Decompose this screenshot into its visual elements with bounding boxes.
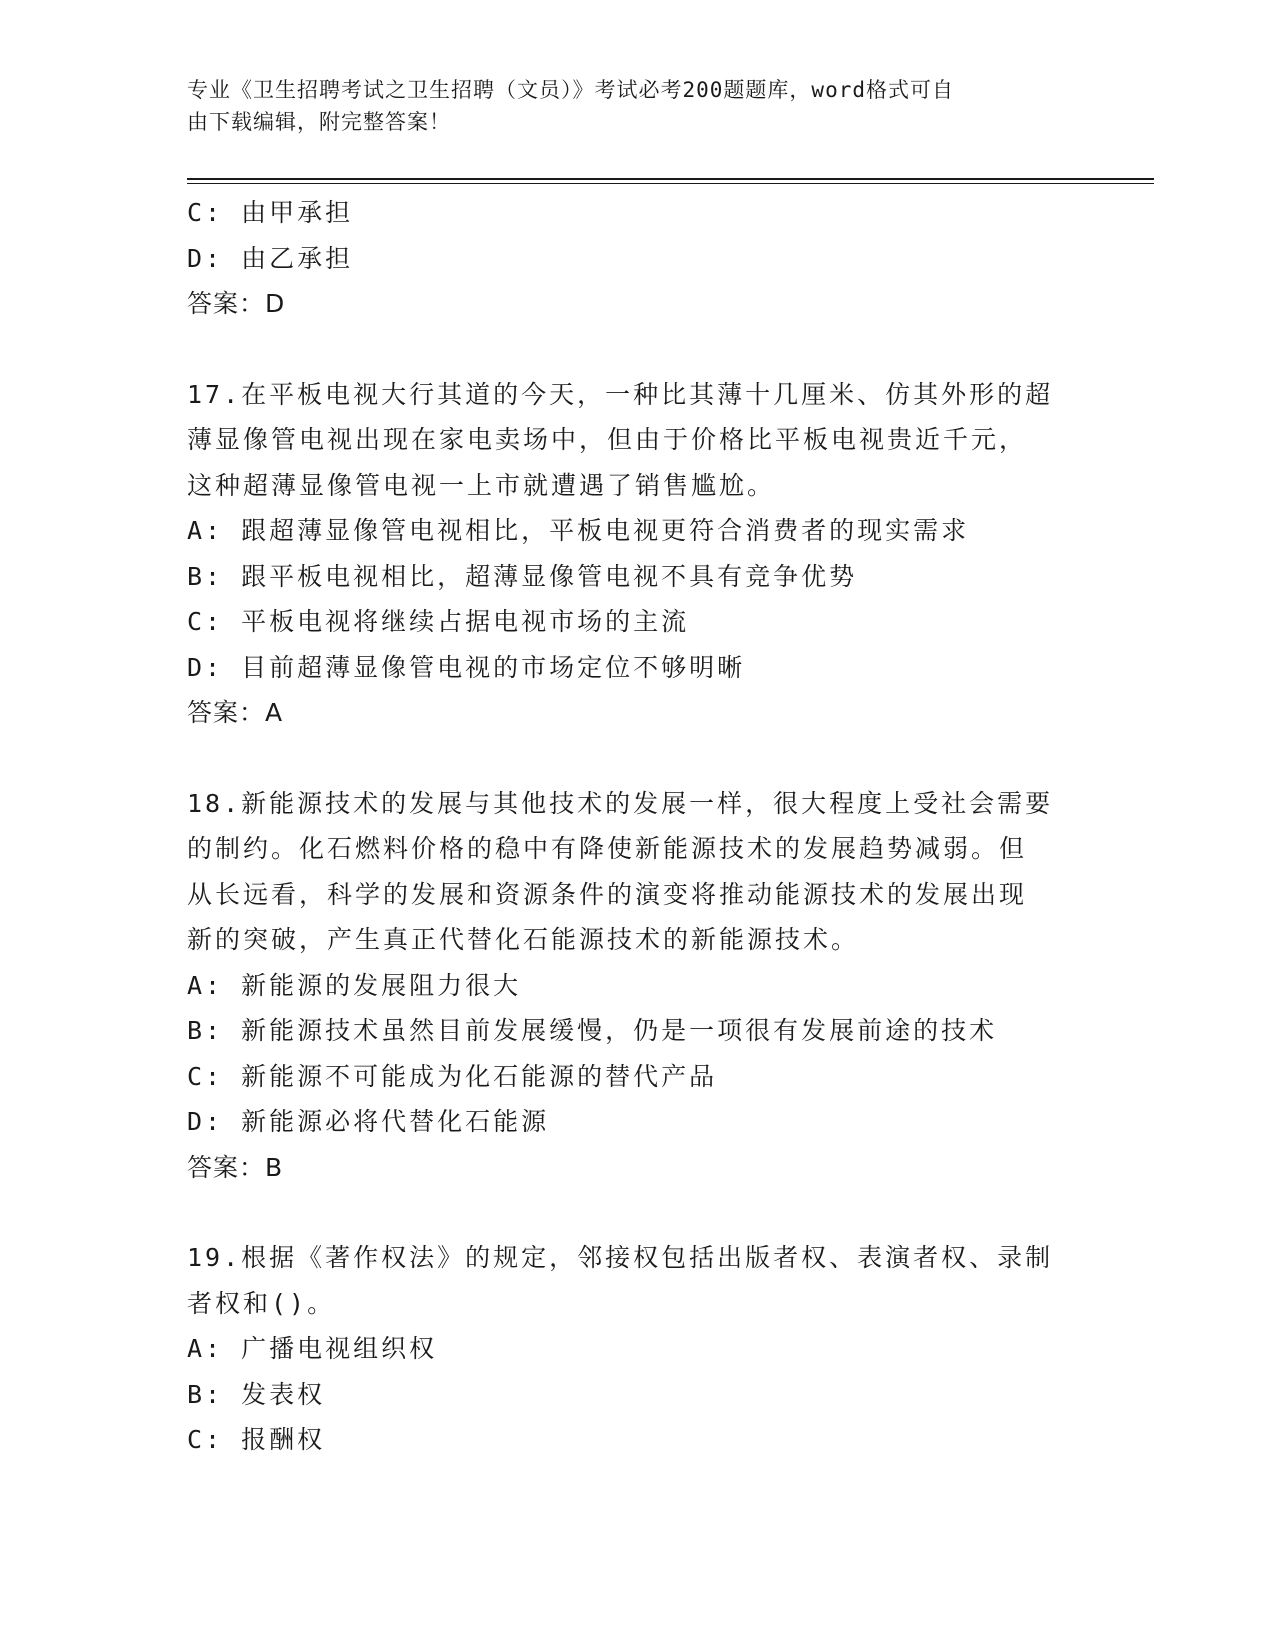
answer-line: 答案：B (187, 1152, 284, 1182)
question-text-line: 的制约。化石燃料价格的稳中有降使新能源技术的发展趋势减弱。但 (187, 834, 1028, 863)
option-b: B: 新能源技术虽然目前发展缓慢，仍是一项很有发展前途的技术 (187, 1016, 998, 1045)
answer-line: 答案：D (187, 289, 286, 318)
option-c: C: 报酬权 (187, 1425, 326, 1454)
question-text-line: 从长远看，科学的发展和资源条件的演变将推动能源技术的发展出现 (187, 879, 1028, 909)
option-a: A: 广播电视组织权 (187, 1334, 438, 1363)
question-19 (187, 1235, 1087, 1463)
option-d: D: 目前超薄显像管电视的市场定位不够明晰 (187, 652, 746, 682)
question-text-line: 17.在平板电视大行其道的今天，一种比其薄十几厘米、仿其外形的超 (187, 379, 1054, 409)
option-d: D: 新能源必将代替化石能源 (187, 1107, 550, 1136)
header-divider-thin (187, 183, 1154, 184)
question-text-line: 薄显像管电视出现在家电卖场中，但由于价格比平板电视贵近千元， (187, 425, 1028, 454)
question-18 (187, 781, 1087, 1191)
option-c: C: 新能源不可能成为化石能源的替代产品 (187, 1061, 718, 1091)
question-16-remainder (187, 190, 1087, 327)
question-text-line: 19.根据《著作权法》的规定，邻接权包括出版者权、表演者权、录制 (187, 1243, 1054, 1272)
header-title-line-1: 专业《卫生招聘考试之卫生招聘（文员）》考试必考200题题库，word格式可自 (187, 78, 954, 102)
question-text-line: 这种超薄显像管电视一上市就遭遇了销售尴尬。 (187, 470, 776, 500)
option-b: B: 发表权 (187, 1379, 326, 1409)
question-text-line: 者权和()。 (187, 1288, 336, 1318)
answer-line: 答案：A (187, 698, 284, 727)
document-header (187, 74, 1067, 138)
option-b: B: 跟平板电视相比，超薄显像管电视不具有竞争优势 (187, 561, 858, 591)
header-title-line-2: 由下载编辑，附完整答案！ (187, 110, 451, 134)
question-content (187, 190, 1087, 1463)
question-text-line: 18.新能源技术的发展与其他技术的发展一样，很大程度上受社会需要 (187, 788, 1054, 818)
option-d: D: 由乙承担 (187, 243, 354, 273)
header-divider-thick (187, 178, 1154, 180)
question-17 (187, 372, 1087, 736)
question-text-line: 新的突破，产生真正代替化石能源技术的新能源技术。 (187, 925, 860, 954)
option-a: A: 新能源的发展阻力很大 (187, 970, 522, 1000)
option-c: C: 平板电视将继续占据电视市场的主流 (187, 607, 690, 636)
option-c: C: 由甲承担 (187, 198, 354, 227)
option-a: A: 跟超薄显像管电视相比，平板电视更符合消费者的现实需求 (187, 516, 970, 545)
